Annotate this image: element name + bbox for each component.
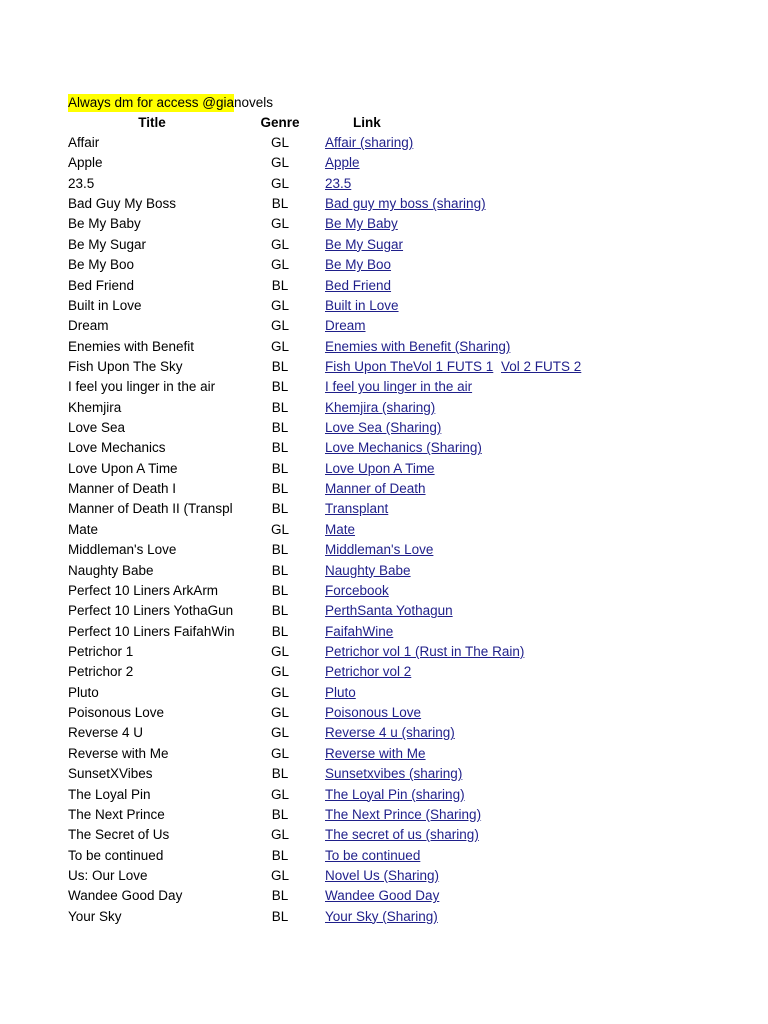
novel-genre: GL	[270, 643, 289, 659]
novel-genre: GL	[270, 684, 289, 700]
novel-genre: BL	[271, 888, 289, 904]
novel-row	[0, 785, 768, 805]
novel-row	[0, 520, 768, 540]
novel-link[interactable]: 23.5	[325, 175, 352, 191]
novel-genre: BL	[271, 623, 289, 639]
novel-title: Love Mechanics	[68, 440, 166, 456]
novel-link[interactable]: To be continued	[325, 847, 421, 863]
novel-title: Love Upon A Time	[68, 460, 178, 476]
novel-row	[0, 601, 768, 621]
novel-title: The Next Prince	[68, 806, 165, 822]
novel-genre: BL	[271, 481, 289, 497]
novel-link[interactable]: Middleman's Love	[325, 542, 434, 558]
novel-genre: BL	[271, 460, 289, 476]
novel-row	[0, 764, 768, 784]
novel-link[interactable]: Your Sky (Sharing)	[325, 908, 438, 924]
novel-title: Petrichor 2	[68, 664, 134, 680]
novel-title: Apple	[68, 155, 103, 171]
novel-row	[0, 846, 768, 866]
novel-row	[0, 296, 768, 316]
novel-row	[0, 683, 768, 703]
novel-row	[0, 235, 768, 255]
novel-title: Mate	[68, 521, 99, 537]
novel-title: Petrichor 1	[68, 643, 134, 659]
novel-row	[0, 194, 768, 214]
novel-row	[0, 662, 768, 682]
novel-link[interactable]: Fish Upon The	[325, 358, 413, 374]
novel-title: Wandee Good Day	[68, 888, 183, 904]
novel-genre: BL	[271, 766, 289, 782]
novel-row	[0, 561, 768, 581]
novel-title: Enemies with Benefit	[68, 338, 195, 354]
novel-genre: GL	[270, 827, 289, 843]
novel-link[interactable]: Petrichor vol 1 (Rust in The Rain)	[325, 643, 525, 659]
novel-link[interactable]: Be My Boo	[325, 257, 392, 273]
novel-title: Bed Friend	[68, 277, 135, 293]
novel-row	[0, 337, 768, 357]
novel-title: Dream	[68, 318, 109, 334]
novel-row	[0, 540, 768, 560]
novel-genre: BL	[271, 196, 289, 212]
novel-row	[0, 642, 768, 662]
novel-title: Be My Sugar	[68, 236, 147, 252]
novel-genre: GL	[270, 318, 289, 334]
novel-genre: BL	[271, 582, 289, 598]
novel-link[interactable]: The secret of us (sharing)	[325, 827, 479, 843]
novel-genre: GL	[270, 155, 289, 171]
novel-genre: BL	[271, 603, 289, 619]
column-header-title: Title	[138, 115, 166, 130]
novel-row	[0, 438, 768, 458]
novel-genre: GL	[270, 867, 289, 883]
novel-row	[0, 316, 768, 336]
novel-link[interactable]: Bad guy my boss (sharing)	[325, 196, 486, 212]
novel-link[interactable]: Sunsetxvibes (sharing)	[325, 766, 463, 782]
novel-row	[0, 459, 768, 479]
novel-genre: BL	[271, 542, 289, 558]
novel-row	[0, 744, 768, 764]
novel-link[interactable]: Vol 2 FUTS 2	[501, 358, 582, 374]
novel-row	[0, 622, 768, 642]
novel-link[interactable]: Naughty Babe	[325, 562, 411, 578]
novel-genre: GL	[270, 786, 289, 802]
novel-title: Fish Upon The Sky	[68, 358, 183, 374]
novel-row	[0, 214, 768, 234]
novel-link[interactable]: Love Sea (Sharing)	[325, 420, 442, 436]
novel-title: Us: Our Love	[68, 867, 148, 883]
novel-genre: BL	[271, 847, 289, 863]
novel-title: To be continued	[68, 847, 164, 863]
novel-title: Pluto	[68, 684, 99, 700]
novel-title: I feel you linger in the air	[68, 379, 216, 395]
novel-row	[0, 499, 768, 519]
novel-title: Be My Baby	[68, 216, 141, 232]
novel-title: Reverse with Me	[68, 745, 169, 761]
novel-link[interactable]: Reverse with Me	[325, 745, 426, 761]
novel-title: The Secret of Us	[68, 827, 170, 843]
novel-title: Manner of Death II (Transpl	[68, 501, 233, 517]
novel-link[interactable]: Enemies with Benefit (Sharing)	[325, 338, 511, 354]
novel-row	[0, 723, 768, 743]
novel-link[interactable]: Dream	[325, 318, 366, 334]
novel-row	[0, 886, 768, 906]
novel-genre: BL	[271, 420, 289, 436]
novel-genre: BL	[271, 277, 289, 293]
novel-row	[0, 133, 768, 153]
novel-link[interactable]: Manner of Death	[325, 481, 426, 497]
novel-link[interactable]: Bed Friend	[325, 277, 392, 293]
novel-genre: GL	[270, 297, 289, 313]
novel-link[interactable]: PerthSanta Yothagun	[325, 603, 453, 619]
novel-title: Built in Love	[68, 297, 142, 313]
novel-link[interactable]: The Loyal Pin (sharing)	[325, 786, 465, 802]
novel-genre: BL	[271, 806, 289, 822]
novel-genre: BL	[271, 358, 289, 374]
novel-genre: GL	[270, 175, 289, 191]
column-header-link: Link	[353, 115, 381, 130]
novel-link[interactable]: Be My Sugar	[325, 236, 404, 252]
novel-title: Your Sky	[68, 908, 122, 924]
novel-row	[0, 398, 768, 418]
novel-title: Manner of Death I	[68, 481, 177, 497]
novel-title: Middleman's Love	[68, 542, 177, 558]
novel-link[interactable]: Vol 1 FUTS 1	[413, 358, 494, 374]
novel-genre: GL	[270, 664, 289, 680]
novel-row	[0, 866, 768, 886]
novel-genre: GL	[270, 705, 289, 721]
novel-row	[0, 357, 768, 377]
novel-genre: GL	[270, 236, 289, 252]
novel-link[interactable]: Reverse 4 u (sharing)	[325, 725, 455, 741]
novel-title: Naughty Babe	[68, 562, 154, 578]
novel-row	[0, 907, 768, 927]
novel-genre: BL	[271, 562, 289, 578]
novel-title: Poisonous Love	[68, 705, 165, 721]
novel-row	[0, 805, 768, 825]
novel-genre: BL	[271, 440, 289, 456]
novel-genre: BL	[271, 908, 289, 924]
novel-link[interactable]: I feel you linger in the air	[325, 379, 473, 395]
novel-genre: GL	[270, 745, 289, 761]
novel-title: Love Sea	[68, 420, 126, 436]
novel-link[interactable]: Love Upon A Time	[325, 460, 435, 476]
novel-link[interactable]: FaifahWine	[325, 623, 394, 639]
novel-genre: BL	[271, 379, 289, 395]
novel-row	[0, 255, 768, 275]
novel-title: The Loyal Pin	[68, 786, 151, 802]
novel-title: Perfect 10 Liners FaifahWin	[68, 623, 235, 639]
novel-row	[0, 581, 768, 601]
novel-link[interactable]: Built in Love	[325, 297, 399, 313]
novel-list	[0, 133, 768, 927]
novel-row	[0, 418, 768, 438]
column-header-genre: Genre	[260, 115, 300, 130]
novel-link[interactable]: Forcebook	[325, 582, 389, 598]
novel-title: Be My Boo	[68, 257, 135, 273]
novel-title: SunsetXVibes	[68, 766, 153, 782]
novel-link[interactable]: Pluto	[325, 684, 356, 700]
novel-link[interactable]: Wandee Good Day	[325, 888, 440, 904]
novel-link[interactable]: Novel Us (Sharing)	[325, 867, 440, 883]
novel-link[interactable]: Transplant	[325, 501, 389, 517]
novel-title: 23.5	[68, 175, 95, 191]
novel-title: Affair	[68, 135, 100, 150]
access-note	[68, 94, 273, 112]
novel-link[interactable]: Mate	[325, 521, 356, 537]
novel-genre: GL	[270, 135, 289, 150]
novel-row	[0, 825, 768, 845]
novel-genre: BL	[271, 501, 289, 517]
novel-title: Perfect 10 Liners YothaGun	[68, 603, 234, 619]
novel-link[interactable]: Petrichor vol 2	[325, 664, 412, 680]
novel-genre: GL	[270, 521, 289, 537]
novel-title: Bad Guy My Boss	[68, 196, 177, 212]
access-note-rest: novels	[234, 95, 274, 110]
novel-link[interactable]: The Next Prince (Sharing)	[325, 806, 482, 822]
novel-link[interactable]: Be My Baby	[325, 216, 398, 232]
novel-title: Reverse 4 U	[68, 725, 144, 741]
novel-genre: BL	[271, 399, 289, 415]
novel-row	[0, 479, 768, 499]
novel-link[interactable]: Poisonous Love	[325, 705, 422, 721]
novel-link[interactable]: Affair (sharing)	[325, 135, 414, 150]
novel-link[interactable]: Love Mechanics (Sharing)	[325, 440, 482, 456]
novel-row	[0, 276, 768, 296]
novel-row	[0, 153, 768, 173]
novel-title: Khemjira	[68, 399, 122, 415]
novel-link[interactable]: Apple	[325, 155, 360, 171]
novel-genre: GL	[270, 338, 289, 354]
novel-link[interactable]: Khemjira (sharing)	[325, 399, 436, 415]
novel-row	[0, 703, 768, 723]
novel-row	[0, 377, 768, 397]
novel-title: Perfect 10 Liners ArkArm	[68, 582, 219, 598]
novel-genre: GL	[270, 725, 289, 741]
novel-row	[0, 174, 768, 194]
access-note-highlight: Always dm for access @gia	[68, 95, 235, 110]
novel-genre: GL	[270, 257, 289, 273]
novel-genre: GL	[270, 216, 289, 232]
